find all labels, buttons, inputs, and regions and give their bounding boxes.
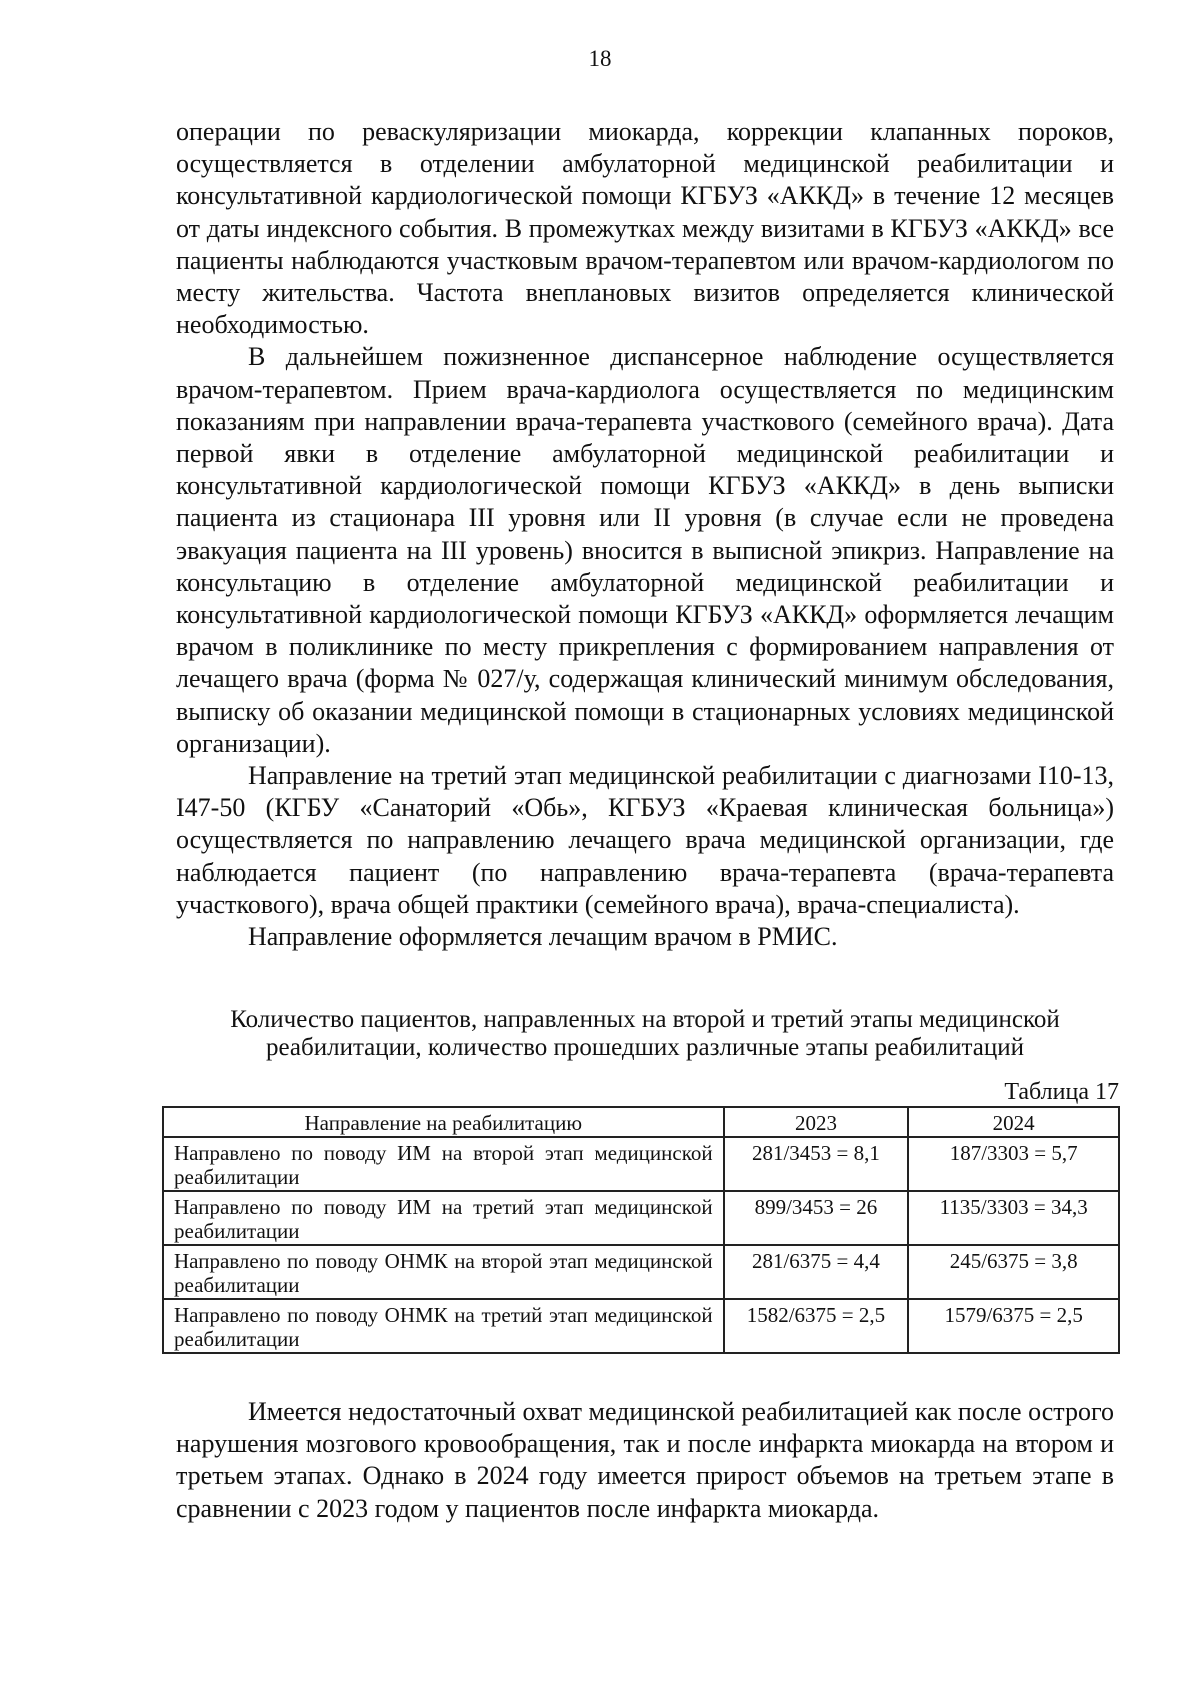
paragraph: Направление оформляется лечащим врачом в РМИС.	[248, 922, 838, 952]
column-header: Направление на реабилитацию	[163, 1107, 724, 1137]
value-2023: 281/6375 = 4,4	[724, 1245, 909, 1299]
value-2023: 281/3453 = 8,1	[724, 1137, 909, 1191]
table-caption	[170, 1006, 1120, 1062]
value-2024: 187/3303 = 5,7	[908, 1137, 1119, 1191]
rehabilitation-table	[162, 1106, 1120, 1354]
paragraph: Направление на третий этап медицинской реабилитации с диагнозами I10-13, I47-50 (КГБУ «Санаторий «Обь», КГБУЗ «Краевая клиническая больница») осуществляется по направлению лечащего врача медицинской организации, где наблюдается пациент (по направлению врача-терапевта (врача-терапевта участкового), врача общей практики (семейного врача), врача-специалиста).	[176, 761, 1114, 919]
paragraph: операции по реваскуляризации миокарда, коррекции клапанных пороков, осуществляется в отделении амбулаторной медицинской реабилитации и консультативной кардиологической помощи КГБУЗ «АККД» в течение 12 месяцев от даты индексного события. В промежутках между визитами в КГБУЗ «АККД» все пациенты наблюдаются участковым врачом-терапевтом или врачом-кардиологом по месту жительства. Частота внеплановых визитов определяется клинической необходимостью.	[176, 117, 1114, 340]
row-label: Направлено по поводу ОНМК на второй этап медицинской реабилитации	[163, 1245, 724, 1299]
paragraph: Имеется недостаточный охват медицинской реабилитацией как после острого нарушения мозгового кровообращения, так и после инфаркта миокарда на втором и третьем этапах. Однако в 2024 году имеется прирост объемов на третьем этапе в сравнении с 2023 годом у пациентов после инфаркта миокарда.	[176, 1397, 1114, 1523]
column-header: 2024	[908, 1107, 1119, 1137]
row-label: Направлено по поводу ИМ на третий этап медицинской реабилитации	[163, 1191, 724, 1245]
row-label: Направлено по поводу ОНМК на третий этап медицинской реабилитации	[163, 1299, 724, 1353]
table-caption-line: Количество пациентов, направленных на второй и третий этапы медицинской	[230, 1006, 1060, 1033]
page-number: 18	[588, 46, 612, 71]
table-row	[163, 1191, 1119, 1245]
table-header-row	[163, 1107, 1119, 1137]
table-caption-line: реабилитации, количество прошедших различные этапы реабилитаций	[266, 1034, 1024, 1061]
table-row	[163, 1245, 1119, 1299]
table-row	[163, 1299, 1119, 1353]
table-row	[163, 1137, 1119, 1191]
row-label: Направлено по поводу ИМ на второй этап медицинской реабилитации	[163, 1137, 724, 1191]
body-text-top	[176, 116, 1114, 953]
value-2024: 1135/3303 = 34,3	[908, 1191, 1119, 1245]
value-2023: 899/3453 = 26	[724, 1191, 909, 1245]
value-2024: 1579/6375 = 2,5	[908, 1299, 1119, 1353]
value-2023: 1582/6375 = 2,5	[724, 1299, 909, 1353]
value-2024: 245/6375 = 3,8	[908, 1245, 1119, 1299]
paragraph: В дальнейшем пожизненное диспансерное наблюдение осуществляется врачом-терапевтом. Прием врача-кардиолога осуществляется по медицинским показаниям при направлении врача-терапевта участкового (семейного врача). Дата первой явки в отделение амбулаторной медицинской реабилитации и консультативной кардиологической помощи КГБУЗ «АККД» в день выписки пациента из стационара III уровня или II уровня (в случае если не проведена эвакуация пациента на III уровень) вносится в выписной эпикриз. Направление на консультацию в отделение амбулаторной медицинской реабилитации и консультативной кардиологической помощи КГБУЗ «АККД» оформляется лечащим врачом в поликлинике по месту прикрепления с формированием направления от лечащего врача (форма № 027/у, содержащая клинический минимум обследования, выписку об оказании медицинской помощи в стационарных условиях медицинской организации).	[176, 342, 1114, 758]
column-header: 2023	[724, 1107, 909, 1137]
body-text-bottom	[176, 1396, 1114, 1525]
table-number-label: Таблица 17	[1004, 1079, 1119, 1105]
